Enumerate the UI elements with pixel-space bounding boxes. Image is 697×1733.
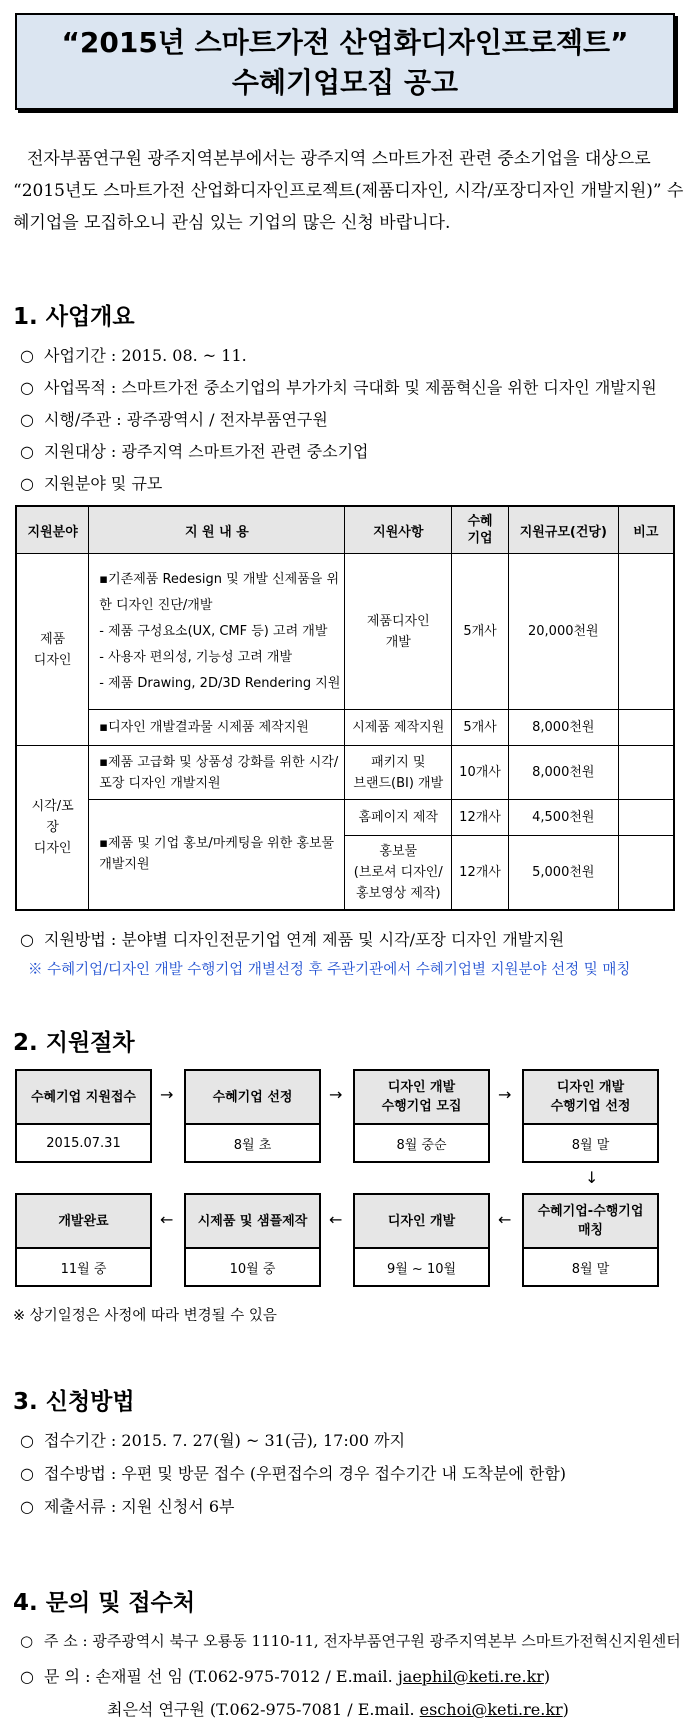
header-support: 지원사항 [345, 506, 452, 554]
bullet-circle-icon: ○ [20, 1464, 34, 1483]
row-scale: 4,500천원 [508, 800, 618, 836]
arrow-left-icon: ← [160, 1210, 174, 1229]
row-support: 시제품 제작지원 [345, 710, 452, 746]
email-link-eschoi[interactable]: eschoi@keti.re.kr [419, 1700, 563, 1719]
row-content: ▪기존제품 Redesign 및 개발 신제품을 위한 디자인 진단/개발 - 제품 구성요소(UX, CMF 등) 고려 개발 - 사용자 편의성, 기능성 고려 개발 - 제품 Drawing, 2D/3D Rendering 지원 [89, 554, 345, 710]
bullet-circle-icon: ○ [20, 346, 34, 365]
arrow-right-icon: → [160, 1085, 174, 1104]
row-content: ▪제품 및 기업 홍보/마케팅을 위한 홍보물 개발지원 [89, 800, 345, 910]
row-scale: 20,000천원 [508, 554, 618, 710]
bullet-circle-icon: ○ [20, 1431, 34, 1450]
schedule-note: ※ 상기일정은 사정에 따라 변경될 수 있음 [13, 1308, 277, 1324]
section3-heading: 3. 신청방법 [13, 1389, 135, 1415]
step-designer-selection: 디자인 개발 수행기업 선정 8월 말 [522, 1069, 659, 1163]
section1-heading: 1. 사업개요 [13, 304, 135, 330]
notice-title-line1: “2015년 스마트가전 산업화디자인프로젝트” [61, 26, 629, 59]
row-support: 홍보물 (브로셔 디자인/ 홍보영상 제작) [345, 836, 452, 910]
row-content: ▪디자인 개발결과물 시제품 제작지원 [89, 710, 345, 746]
bullet-circle-icon: ○ [20, 930, 34, 949]
overview-fields: ○ 지원분야 및 규모 [20, 474, 163, 493]
bullet-circle-icon: ○ [20, 1632, 34, 1650]
bullet-circle-icon: ○ [20, 1667, 34, 1686]
header-scale: 지원규모(건당) [508, 506, 618, 554]
table-header-row [16, 506, 674, 554]
step-complete: 개발완료 11월 중 [15, 1193, 152, 1287]
header-count: 수혜 기업 [452, 506, 509, 554]
table-row [16, 554, 674, 710]
overview-purpose: ○ 사업목적 : 스마트가전 중소기업의 부가가치 극대화 및 제품혁신을 위한 디자인 개발지원 [20, 378, 657, 397]
row-scale: 8,000천원 [508, 710, 618, 746]
step-selection: 수혜기업 선정 8월 초 [184, 1069, 321, 1163]
section4-heading: 4. 문의 및 접수처 [13, 1590, 196, 1616]
row-count: 10개사 [452, 746, 509, 800]
header-content: 지 원 내 용 [89, 506, 345, 554]
notice-title-box [15, 13, 675, 110]
overview-target: ○ 지원대상 : 광주지역 스마트가전 관련 중소기업 [20, 442, 369, 461]
section2-heading: 2. 지원절차 [13, 1030, 135, 1056]
arrow-down-icon: ↓ [585, 1168, 599, 1187]
overview-period: ○ 사업기간 : 2015. 08. ~ 11. [20, 346, 247, 365]
step-prototype: 시제품 및 샘플제작 10월 중 [184, 1193, 321, 1287]
intro-paragraph: 전자부품연구원 광주지역본부에서는 광주지역 스마트가전 관련 중소기업을 대상으로 “2015년도 스마트가전 산업화디자인프로젝트(제품디자인, 시각/포장디자인 개발지원)” 수혜기업을 모집하오니 관심 있는 기업의 많은 신청 바랍니다. [13, 149, 684, 233]
row-remark [618, 800, 674, 836]
row-scale: 5,000천원 [508, 836, 618, 910]
contact-person-2: 최은석 연구원 (T.062-975-7081 / E.mail. eschoi@keti.re.kr) [107, 1700, 569, 1719]
arrow-left-icon: ← [329, 1210, 343, 1229]
row-scale: 8,000천원 [508, 746, 618, 800]
apply-period: ○ 접수기간 : 2015. 7. 27(월) ~ 31(금), 17:00 까지 [20, 1431, 406, 1450]
row-support: 패키지 및 브랜드(BI) 개발 [345, 746, 452, 800]
row-support: 제품디자인 개발 [345, 554, 452, 710]
table-row [16, 746, 674, 800]
step-design-development: 디자인 개발 9월 ~ 10월 [353, 1193, 490, 1287]
step-designer-recruit: 디자인 개발 수행기업 모집 8월 중순 [353, 1069, 490, 1163]
header-field: 지원분야 [16, 506, 89, 554]
step-application: 수혜기업 지원접수 2015.07.31 [15, 1069, 152, 1163]
apply-method: ○ 접수방법 : 우편 및 방문 접수 (우편접수의 경우 접수기간 내 도착분에 한함) [20, 1464, 567, 1483]
arrow-left-icon: ← [498, 1210, 512, 1229]
row-remark [618, 836, 674, 910]
email-link-jaephil[interactable]: jaephil@keti.re.kr [397, 1667, 544, 1686]
support-table [15, 505, 675, 911]
row-count: 5개사 [452, 554, 509, 710]
bullet-circle-icon: ○ [20, 474, 34, 493]
step-matching: 수혜기업-수행기업 매칭 8월 말 [522, 1193, 659, 1287]
row-content: ▪제품 고급화 및 상품성 강화를 위한 시각/포장 디자인 개발지원 [89, 746, 345, 800]
matching-note: ※ 수혜기업/디자인 개발 수행기업 개별선정 후 주관기관에서 수혜기업별 지원분야 선정 및 매칭 [28, 962, 631, 978]
bullet-circle-icon: ○ [20, 442, 34, 461]
row-count: 5개사 [452, 710, 509, 746]
header-remark: 비고 [618, 506, 674, 554]
bullet-circle-icon: ○ [20, 1497, 34, 1516]
row-remark [618, 710, 674, 746]
contact-address: ○ 주 소 : 광주광역시 북구 오룡동 1110-11, 전자부품연구원 광주지역본부 스마트가전혁신지원센터 [20, 1632, 681, 1650]
field-product-design: 제품 디자인 [16, 554, 89, 746]
support-method: ○ 지원방법 : 분야별 디자인전문기업 연계 제품 및 시각/포장 디자인 개발지원 [20, 930, 565, 949]
row-support: 홈페이지 제작 [345, 800, 452, 836]
contact-person-1: ○ 문 의 : 손재필 선 임 (T.062-975-7012 / E.mail. jaephil@keti.re.kr) [20, 1667, 551, 1686]
table-row [16, 800, 674, 836]
arrow-right-icon: → [329, 1085, 343, 1104]
notice-title-line2: 수혜기업모집 공고 [231, 66, 459, 99]
apply-documents: ○ 제출서류 : 지원 신청서 6부 [20, 1497, 235, 1516]
row-remark [618, 746, 674, 800]
arrow-right-icon: → [498, 1085, 512, 1104]
row-count: 12개사 [452, 836, 509, 910]
bullet-circle-icon: ○ [20, 378, 34, 397]
field-visual-design: 시각/포 장 디자인 [16, 746, 89, 910]
table-row [16, 710, 674, 746]
row-count: 12개사 [452, 800, 509, 836]
overview-organizer: ○ 시행/주관 : 광주광역시 / 전자부품연구원 [20, 410, 328, 429]
row-remark [618, 554, 674, 710]
bullet-circle-icon: ○ [20, 410, 34, 429]
